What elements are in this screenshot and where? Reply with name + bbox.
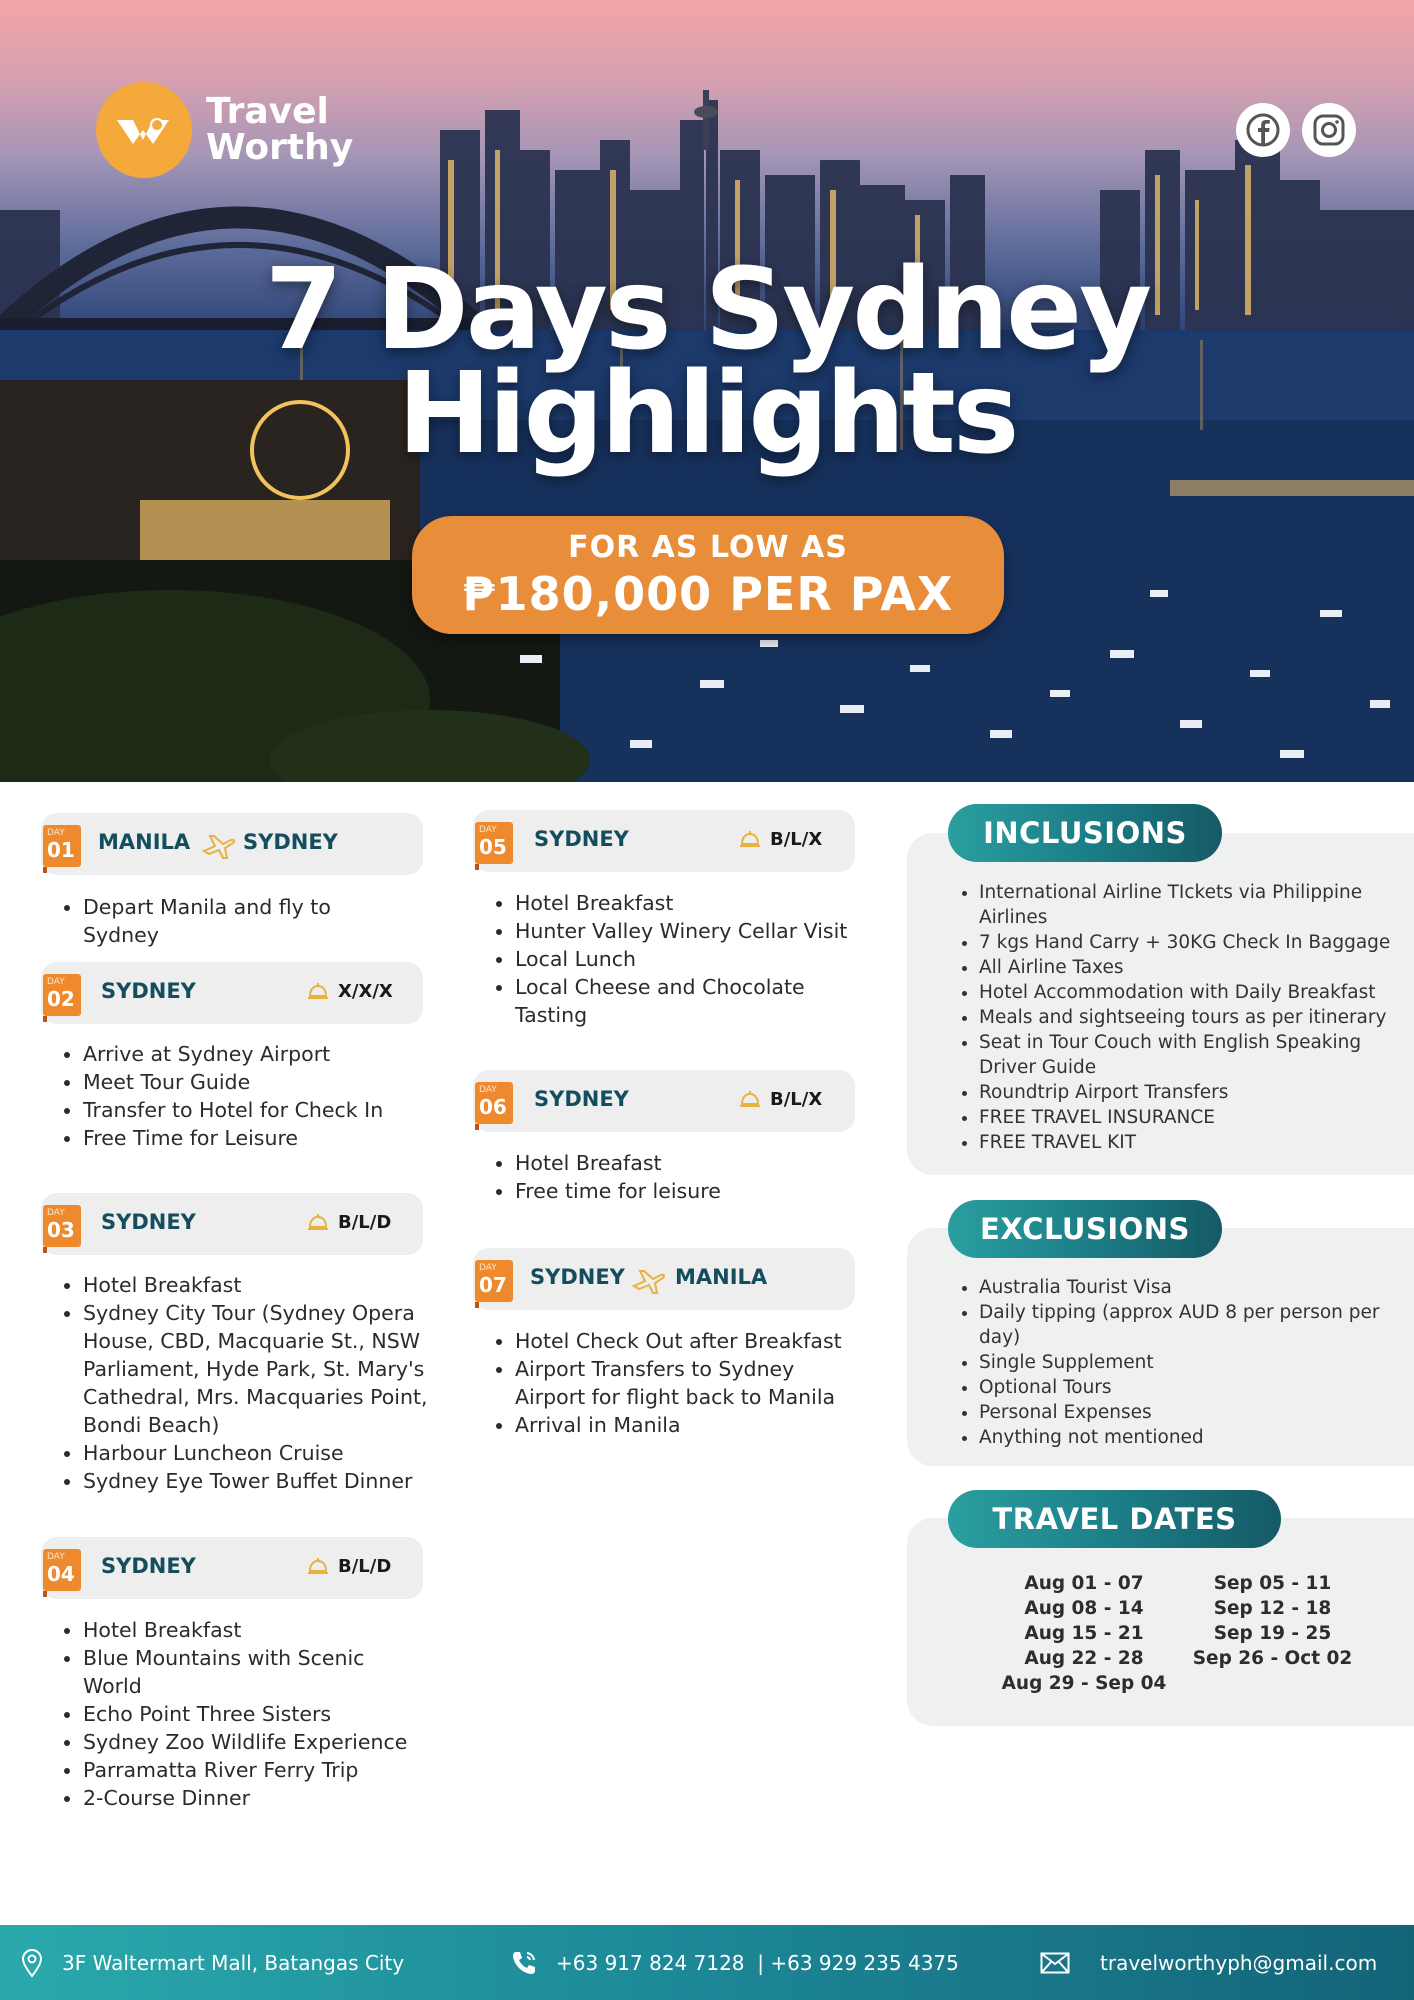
day-badge: DAY 02 bbox=[43, 974, 81, 1016]
page-title bbox=[0, 245, 1414, 479]
list-item: • Anything not mentioned bbox=[979, 1425, 1399, 1450]
social-links bbox=[1236, 103, 1356, 157]
list-item: • Arrive at Sydney Airport bbox=[83, 1040, 413, 1068]
location-pin-icon bbox=[20, 1948, 44, 1978]
list-item: • Hotel Breafast bbox=[515, 1149, 860, 1177]
exclusions-title: EXCLUSIONS bbox=[948, 1200, 1222, 1258]
exclusions-list bbox=[979, 1275, 1399, 1450]
phone-text: +63 917 824 7128 | +63 929 235 4375 bbox=[556, 1950, 959, 1975]
day-07-from-city: SYDNEY bbox=[530, 1265, 625, 1289]
day-07-list bbox=[515, 1327, 860, 1439]
day-04-city: SYDNEY bbox=[101, 1554, 196, 1578]
list-item: • Hotel Check Out after Breakfast bbox=[515, 1327, 860, 1355]
travel-dates-col-2 bbox=[1190, 1571, 1355, 1671]
list-item: • 7 kgs Hand Carry + 30KG Check In Baggage bbox=[979, 930, 1399, 955]
day-05-meals: B/L/X bbox=[738, 828, 822, 850]
price-prefix: FOR AS LOW AS bbox=[568, 530, 848, 565]
list-item: • Meals and sightseeing tours as per itinerary bbox=[979, 1005, 1399, 1030]
brand-name-line1: Travel bbox=[206, 91, 329, 132]
day-04-header bbox=[41, 1537, 423, 1599]
list-item: • Arrival in Manila bbox=[515, 1411, 860, 1439]
instagram-icon[interactable] bbox=[1302, 103, 1356, 157]
list-item: • International Airline TIckets via Philippine Airlines bbox=[979, 880, 1399, 930]
list-item: • Harbour Luncheon Cruise bbox=[83, 1439, 428, 1467]
cloche-icon bbox=[738, 1088, 762, 1110]
address-text: 3F Waltermart Mall, Batangas City bbox=[62, 1950, 405, 1975]
list-item: • Sydney Zoo Wildlife Experience bbox=[83, 1728, 428, 1756]
day-01-list bbox=[83, 893, 413, 949]
price-amount: ₱180,000 PER PAX bbox=[462, 567, 954, 621]
brand-logo bbox=[96, 82, 353, 178]
cloche-icon bbox=[306, 980, 330, 1002]
list-item: • Meet Tour Guide bbox=[83, 1068, 413, 1096]
list-item: • FREE TRAVEL INSURANCE bbox=[979, 1105, 1399, 1130]
list-item: • Transfer to Hotel for Check In bbox=[83, 1096, 413, 1124]
list-item: • Airport Transfers to Sydney Airport for flight back to Manila bbox=[515, 1355, 860, 1411]
email-text: travelworthyph@gmail.com bbox=[1100, 1950, 1378, 1975]
travel-dates-title: TRAVEL DATES bbox=[948, 1490, 1281, 1548]
list-item: • Personal Expenses bbox=[979, 1400, 1399, 1425]
inclusions-list bbox=[979, 880, 1399, 1155]
date-range: Sep 19 - 25 bbox=[1213, 1623, 1332, 1644]
list-item: • Free time for leisure bbox=[515, 1177, 860, 1205]
date-range: Aug 15 - 21 bbox=[1024, 1623, 1144, 1644]
day-07-to-city: MANILA bbox=[675, 1265, 768, 1289]
list-item: • Blue Mountains with Scenic World bbox=[83, 1644, 428, 1700]
list-item: • Echo Point Three Sisters bbox=[83, 1700, 428, 1728]
day-06-list bbox=[515, 1149, 860, 1205]
list-item: • FREE TRAVEL KIT bbox=[979, 1130, 1399, 1155]
footer-email[interactable] bbox=[1040, 1925, 1377, 2000]
list-item: • All Airline Taxes bbox=[979, 955, 1399, 980]
day-05-city: SYDNEY bbox=[534, 827, 629, 851]
day-05-list bbox=[515, 889, 860, 1029]
day-01-from-city: MANILA bbox=[98, 830, 191, 854]
footer-address bbox=[20, 1925, 404, 2000]
list-item: • Local Cheese and Chocolate Tasting bbox=[515, 973, 860, 1029]
day-03-header bbox=[41, 1193, 423, 1255]
hero-banner bbox=[0, 0, 1414, 782]
brand-name-line2: Worthy bbox=[206, 127, 354, 168]
day-02-list bbox=[83, 1040, 413, 1152]
title-line-2: Highlights bbox=[397, 349, 1017, 479]
airplane-icon bbox=[201, 831, 237, 859]
list-item: • Optional Tours bbox=[979, 1375, 1399, 1400]
title-line-1: 7 Days Sydney bbox=[264, 245, 1150, 375]
day-06-meals: B/L/X bbox=[738, 1088, 822, 1110]
day-04-meals: B/L/D bbox=[306, 1555, 391, 1577]
list-item: • Seat in Tour Couch with English Speaking Driver Guide bbox=[979, 1030, 1399, 1080]
list-item: • Sydney Eye Tower Buffet Dinner bbox=[83, 1467, 428, 1495]
list-item: • Local Lunch bbox=[515, 945, 860, 973]
day-badge: DAY 05 bbox=[475, 822, 513, 864]
day-04-list bbox=[83, 1616, 428, 1812]
day-01-header bbox=[41, 813, 423, 875]
day-03-city: SYDNEY bbox=[101, 1210, 196, 1234]
day-03-list bbox=[83, 1271, 428, 1495]
list-item: • Roundtrip Airport Transfers bbox=[979, 1080, 1399, 1105]
list-item: • Hunter Valley Winery Cellar Visit bbox=[515, 917, 860, 945]
facebook-icon[interactable] bbox=[1236, 103, 1290, 157]
contact-footer bbox=[0, 1925, 1414, 2000]
list-item: • Hotel Breakfast bbox=[83, 1271, 428, 1299]
date-range: Sep 05 - 11 bbox=[1213, 1573, 1332, 1594]
cloche-icon bbox=[306, 1555, 330, 1577]
date-range: Aug 29 - Sep 04 bbox=[1001, 1673, 1167, 1694]
list-item: • Single Supplement bbox=[979, 1350, 1399, 1375]
list-item: • Free Time for Leisure bbox=[83, 1124, 413, 1152]
day-badge: DAY 07 bbox=[475, 1260, 513, 1302]
list-item: • Hotel Breakfast bbox=[83, 1616, 428, 1644]
cloche-icon bbox=[306, 1211, 330, 1233]
day-badge: DAY 06 bbox=[475, 1082, 513, 1124]
envelope-icon bbox=[1040, 1952, 1070, 1974]
day-03-meals: B/L/D bbox=[306, 1211, 391, 1233]
price-badge bbox=[412, 516, 1004, 634]
day-01-to-city: SYDNEY bbox=[243, 830, 338, 854]
phone-icon bbox=[510, 1949, 538, 1977]
tw-monogram-icon bbox=[96, 82, 192, 178]
day-06-city: SYDNEY bbox=[534, 1087, 629, 1111]
day-badge: DAY 01 bbox=[43, 825, 81, 867]
list-item: • Parramatta River Ferry Trip bbox=[83, 1756, 428, 1784]
day-05-header bbox=[473, 810, 855, 872]
date-range: Sep 26 - Oct 02 bbox=[1192, 1648, 1353, 1669]
list-item: • Depart Manila and fly to Sydney bbox=[83, 893, 413, 949]
list-item: • Hotel Breakfast bbox=[515, 889, 860, 917]
footer-phone[interactable] bbox=[510, 1925, 959, 2000]
date-range: Aug 01 - 07 bbox=[1024, 1573, 1144, 1594]
day-02-header bbox=[41, 962, 423, 1024]
list-item: • 2-Course Dinner bbox=[83, 1784, 428, 1812]
date-range: Aug 22 - 28 bbox=[1024, 1648, 1144, 1669]
date-range: Sep 12 - 18 bbox=[1213, 1598, 1332, 1619]
day-07-header bbox=[473, 1248, 855, 1310]
airplane-icon bbox=[631, 1266, 667, 1294]
list-item: • Hotel Accommodation with Daily Breakfast bbox=[979, 980, 1399, 1005]
day-badge: DAY 03 bbox=[43, 1205, 81, 1247]
list-item: • Sydney City Tour (Sydney Opera House, CBD, Macquarie St., NSW Parliament, Hyde Park, St. Mary's Cathedral, Mrs. Macquaries Point, Bondi Beach) bbox=[83, 1299, 428, 1439]
travel-dates-col-1 bbox=[998, 1571, 1170, 1696]
date-range: Aug 08 - 14 bbox=[1024, 1598, 1144, 1619]
day-02-meals: X/X/X bbox=[306, 980, 393, 1002]
day-06-header bbox=[473, 1070, 855, 1132]
list-item: • Daily tipping (approx AUD 8 per person per day) bbox=[979, 1300, 1399, 1350]
cloche-icon bbox=[738, 828, 762, 850]
list-item: • Australia Tourist Visa bbox=[979, 1275, 1399, 1300]
inclusions-title: INCLUSIONS bbox=[948, 804, 1222, 862]
day-02-city: SYDNEY bbox=[101, 979, 196, 1003]
day-badge: DAY 04 bbox=[43, 1549, 81, 1591]
